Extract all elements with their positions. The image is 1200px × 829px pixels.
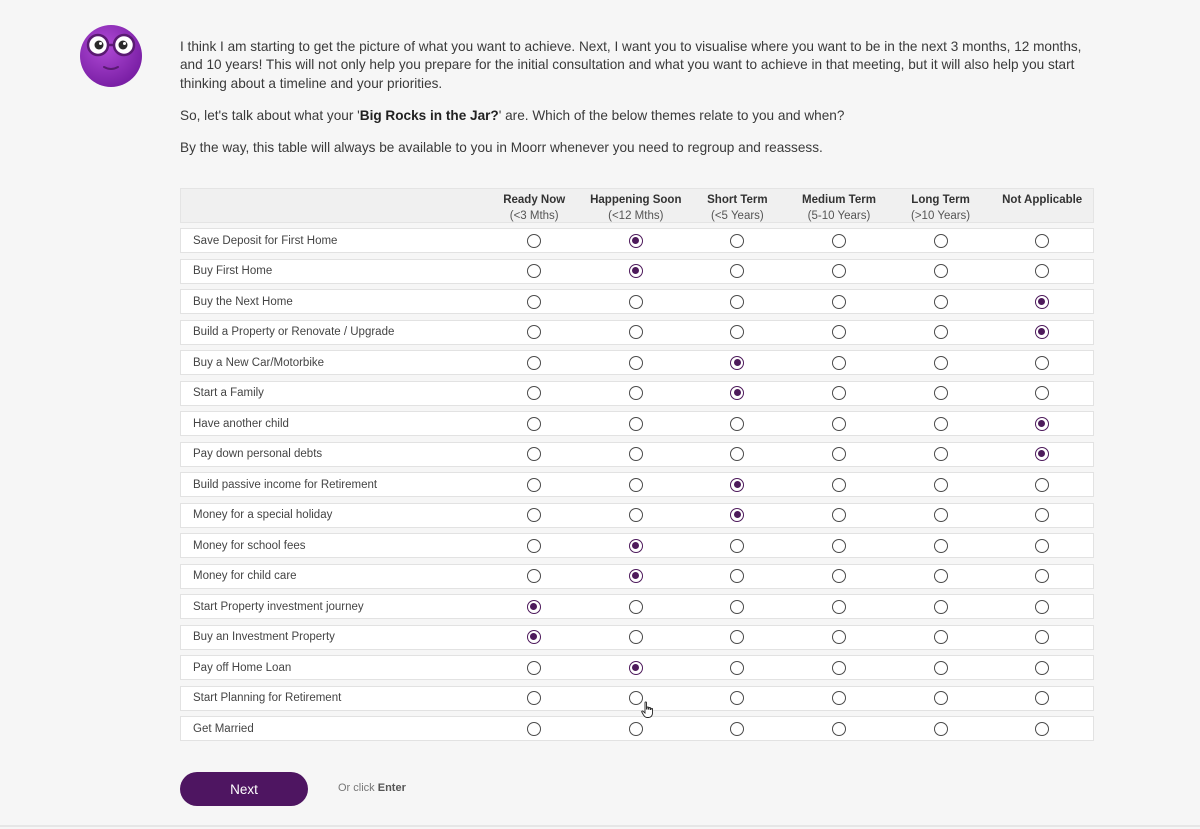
row-cell — [585, 351, 687, 374]
timeline-radio[interactable] — [934, 325, 948, 339]
table-header — [180, 188, 1094, 223]
timeline-radio[interactable] — [832, 478, 846, 492]
column-subtitle: (<12 Mths) — [608, 210, 664, 222]
timeline-radio[interactable] — [527, 569, 541, 583]
table-row — [180, 289, 1094, 314]
timeline-radio[interactable] — [629, 234, 643, 248]
row-cell — [890, 687, 992, 710]
row-cell — [585, 626, 687, 649]
row-cell — [585, 504, 687, 527]
row-cell — [788, 504, 890, 527]
row-cell — [687, 443, 789, 466]
table-row — [180, 442, 1094, 467]
column-subtitle: (5-10 Years) — [807, 210, 871, 222]
row-cell — [585, 473, 687, 496]
timeline-radio[interactable] — [730, 447, 744, 461]
column-header — [687, 189, 789, 222]
row-label: Start Planning for Retirement — [193, 692, 342, 704]
row-cell — [687, 626, 789, 649]
timeline-radio[interactable] — [934, 539, 948, 553]
table-row — [180, 564, 1094, 589]
timeline-radio[interactable] — [629, 264, 643, 278]
timeline-radio[interactable] — [629, 325, 643, 339]
row-cell — [687, 717, 789, 740]
column-title: Long Term — [911, 194, 970, 206]
row-cell — [687, 412, 789, 435]
row-cell — [890, 229, 992, 252]
column-header — [991, 189, 1093, 222]
timeline-radio[interactable] — [527, 722, 541, 736]
row-cell — [890, 412, 992, 435]
row-cell — [788, 656, 890, 679]
row-cell — [585, 260, 687, 283]
timeline-radio[interactable] — [730, 264, 744, 278]
row-cell — [585, 321, 687, 344]
row-cell — [991, 565, 1093, 588]
row-cell — [991, 290, 1093, 313]
row-cell — [890, 260, 992, 283]
row-cell — [483, 290, 585, 313]
row-cell — [483, 351, 585, 374]
table-row — [180, 381, 1094, 406]
table-body — [180, 228, 1094, 741]
row-cell — [687, 260, 789, 283]
timeline-radio[interactable] — [934, 600, 948, 614]
row-label: Money for child care — [193, 570, 297, 582]
row-cell — [788, 412, 890, 435]
row-cell — [483, 382, 585, 405]
timeline-radio[interactable] — [1035, 691, 1049, 705]
row-cell — [687, 382, 789, 405]
row-label: Pay off Home Loan — [193, 661, 292, 674]
timeline-radio[interactable] — [527, 661, 541, 675]
column-subtitle: (<5 Years) — [711, 210, 764, 222]
hint-prefix: Or click — [338, 782, 375, 794]
row-cell — [788, 595, 890, 618]
timeline-radio[interactable] — [934, 661, 948, 675]
row-cell — [585, 717, 687, 740]
intro-p2-after: ' are. Which of the below themes relate to you and when? — [498, 107, 845, 123]
timeline-radio[interactable] — [1035, 447, 1049, 461]
timeline-radio[interactable] — [934, 508, 948, 522]
row-cell — [890, 290, 992, 313]
row-cell — [585, 229, 687, 252]
timeline-radio[interactable] — [730, 234, 744, 248]
row-cell — [788, 565, 890, 588]
timeline-radio[interactable] — [730, 691, 744, 705]
row-cell — [991, 595, 1093, 618]
row-cell — [788, 229, 890, 252]
row-cell — [890, 382, 992, 405]
timeline-radio[interactable] — [934, 417, 948, 431]
timeline-radio[interactable] — [1035, 234, 1049, 248]
row-cell — [687, 595, 789, 618]
timeline-radio[interactable] — [832, 661, 846, 675]
row-cell — [483, 443, 585, 466]
column-title: Ready Now — [503, 194, 566, 206]
timeline-radio[interactable] — [934, 630, 948, 644]
row-cell — [890, 473, 992, 496]
table-row — [180, 655, 1094, 680]
timeline-radio[interactable] — [1035, 386, 1049, 400]
hint-key: Enter — [377, 782, 406, 794]
row-label: Build passive income for Retirement — [193, 478, 378, 491]
table-row — [180, 625, 1094, 650]
row-label: Save Deposit for First Home — [193, 234, 338, 247]
row-cell — [585, 534, 687, 557]
timeline-radio[interactable] — [629, 478, 643, 492]
intro-p2-before: So, let's talk about what your ' — [180, 107, 360, 123]
row-cell — [483, 717, 585, 740]
timeline-radio[interactable] — [629, 417, 643, 431]
row-cell — [585, 687, 687, 710]
row-cell — [687, 473, 789, 496]
timeline-radio[interactable] — [1035, 508, 1049, 522]
row-cell — [788, 351, 890, 374]
row-cell — [991, 382, 1093, 405]
row-cell — [788, 717, 890, 740]
row-cell — [585, 382, 687, 405]
column-subtitle: (<3 Mths) — [509, 210, 559, 222]
timeline-radio[interactable] — [934, 295, 948, 309]
timeline-radio[interactable] — [730, 478, 744, 492]
row-cell — [687, 229, 789, 252]
timeline-radio[interactable] — [1035, 722, 1049, 736]
row-cell — [687, 534, 789, 557]
intro-text — [180, 38, 1105, 171]
table-row — [180, 228, 1094, 253]
column-title: Happening Soon — [590, 194, 682, 206]
row-cell — [890, 321, 992, 344]
row-cell — [890, 351, 992, 374]
row-label: Buy an Investment Property — [193, 631, 335, 643]
row-cell — [687, 504, 789, 527]
row-cell — [585, 443, 687, 466]
row-cell — [483, 656, 585, 679]
row-cell — [483, 687, 585, 710]
row-cell — [687, 687, 789, 710]
row-cell — [991, 351, 1093, 374]
row-cell — [687, 321, 789, 344]
row-cell — [991, 626, 1093, 649]
table-row — [180, 320, 1094, 345]
timeline-radio[interactable] — [527, 264, 541, 278]
row-cell — [991, 321, 1093, 344]
timeline-radio[interactable] — [527, 630, 541, 644]
row-cell — [483, 473, 585, 496]
timeline-radio[interactable] — [934, 691, 948, 705]
row-label: Build a Property or Renovate / Upgrade — [193, 326, 395, 338]
timeline-radio[interactable] — [527, 600, 541, 614]
row-label: Get Married — [193, 722, 254, 735]
table-row — [180, 411, 1094, 436]
timeline-radio[interactable] — [730, 325, 744, 339]
row-cell — [890, 534, 992, 557]
row-cell — [788, 290, 890, 313]
timeline-radio[interactable] — [730, 508, 744, 522]
timeline-radio[interactable] — [934, 722, 948, 736]
timeline-radio[interactable] — [629, 722, 643, 736]
timeline-radio[interactable] — [1035, 569, 1049, 583]
timeline-radio[interactable] — [1035, 264, 1049, 278]
row-cell — [991, 229, 1093, 252]
row-cell — [788, 321, 890, 344]
row-cell — [890, 565, 992, 588]
timeline-radio[interactable] — [629, 661, 643, 675]
row-cell — [687, 290, 789, 313]
timeline-radio[interactable] — [934, 478, 948, 492]
timeline-radio[interactable] — [730, 600, 744, 614]
timeline-radio[interactable] — [629, 600, 643, 614]
row-cell — [788, 473, 890, 496]
row-cell — [991, 534, 1093, 557]
timeline-radio[interactable] — [1035, 600, 1049, 614]
table-row — [180, 472, 1094, 497]
row-cell — [687, 656, 789, 679]
timeline-radio[interactable] — [527, 417, 541, 431]
timeline-radio[interactable] — [1035, 661, 1049, 675]
row-cell — [991, 473, 1093, 496]
row-cell — [991, 687, 1093, 710]
table-row — [180, 716, 1094, 741]
bottom-divider — [0, 825, 1200, 827]
next-button[interactable]: Next — [180, 772, 308, 806]
column-header — [890, 189, 992, 222]
timeline-radio[interactable] — [832, 600, 846, 614]
timeline-radio[interactable] — [832, 234, 846, 248]
row-cell — [788, 687, 890, 710]
timeline-radio[interactable] — [832, 722, 846, 736]
row-cell — [483, 534, 585, 557]
row-label: Buy the Next Home — [193, 295, 293, 308]
timeline-radio[interactable] — [527, 234, 541, 248]
timeline-radio[interactable] — [1035, 356, 1049, 370]
row-cell — [788, 382, 890, 405]
row-cell — [687, 565, 789, 588]
row-cell — [585, 290, 687, 313]
timeline-radio[interactable] — [527, 508, 541, 522]
timeline-radio[interactable] — [527, 356, 541, 370]
column-header — [788, 189, 890, 222]
column-title: Medium Term — [802, 194, 876, 206]
row-cell — [890, 443, 992, 466]
row-cell — [483, 626, 585, 649]
timeline-radio[interactable] — [1035, 295, 1049, 309]
row-label: Start a Family — [193, 387, 264, 399]
themes-table — [180, 188, 1094, 741]
row-cell — [483, 412, 585, 435]
intro-paragraph-2 — [180, 107, 1105, 125]
row-cell — [890, 504, 992, 527]
timeline-radio[interactable] — [934, 356, 948, 370]
row-cell — [788, 260, 890, 283]
timeline-radio[interactable] — [1035, 325, 1049, 339]
column-title: Not Applicable — [1002, 194, 1083, 206]
row-cell — [483, 229, 585, 252]
timeline-radio[interactable] — [629, 295, 643, 309]
intro-paragraph-1: I think I am starting to get the picture of what you want to achieve. Next, I want you to visualise where you want to be in the next 3 months, 12 months, and 10 years! This will not only help you prepare for the initial consultation and what you want to achieve in that meeting, but it will also help you start thinking about a timeline and your priorities. — [180, 39, 1082, 91]
table-row — [180, 503, 1094, 528]
timeline-radio[interactable] — [730, 569, 744, 583]
table-row — [180, 686, 1094, 711]
row-label: Start Property investment journey — [193, 600, 364, 613]
timeline-radio[interactable] — [832, 417, 846, 431]
timeline-radio[interactable] — [1035, 417, 1049, 431]
timeline-radio[interactable] — [527, 478, 541, 492]
timeline-radio[interactable] — [527, 295, 541, 309]
row-cell — [890, 717, 992, 740]
table-row — [180, 533, 1094, 558]
timeline-radio[interactable] — [1035, 539, 1049, 553]
enter-hint — [338, 782, 406, 794]
row-cell — [788, 443, 890, 466]
timeline-radio[interactable] — [629, 539, 643, 553]
row-label: Buy First Home — [193, 265, 273, 277]
timeline-radio[interactable] — [730, 539, 744, 553]
timeline-radio[interactable] — [730, 661, 744, 675]
timeline-radio[interactable] — [1035, 630, 1049, 644]
row-cell — [483, 504, 585, 527]
timeline-radio[interactable] — [629, 447, 643, 461]
timeline-radio[interactable] — [1035, 478, 1049, 492]
row-cell — [788, 626, 890, 649]
timeline-radio[interactable] — [832, 691, 846, 705]
row-cell — [991, 443, 1093, 466]
row-cell — [991, 656, 1093, 679]
row-cell — [483, 565, 585, 588]
row-label: Pay down personal debts — [193, 448, 323, 460]
timeline-radio[interactable] — [934, 264, 948, 278]
row-cell — [991, 504, 1093, 527]
row-cell — [585, 565, 687, 588]
timeline-radio[interactable] — [629, 386, 643, 400]
timeline-radio[interactable] — [832, 447, 846, 461]
timeline-radio[interactable] — [527, 447, 541, 461]
row-cell — [991, 717, 1093, 740]
table-row — [180, 350, 1094, 375]
timeline-radio[interactable] — [730, 356, 744, 370]
row-cell — [483, 260, 585, 283]
timeline-radio[interactable] — [629, 508, 643, 522]
table-row — [180, 259, 1094, 284]
row-cell — [890, 656, 992, 679]
row-cell — [991, 260, 1093, 283]
row-cell — [687, 351, 789, 374]
row-cell — [890, 595, 992, 618]
row-label: Have another child — [193, 417, 289, 430]
row-cell — [991, 412, 1093, 435]
timeline-radio[interactable] — [832, 386, 846, 400]
row-label: Buy a New Car/Motorbike — [193, 356, 325, 369]
table-header-label-col — [181, 189, 483, 222]
timeline-radio[interactable] — [832, 630, 846, 644]
hand-pointer-icon — [641, 701, 655, 719]
timeline-radio[interactable] — [934, 447, 948, 461]
timeline-radio[interactable] — [832, 325, 846, 339]
row-cell — [585, 595, 687, 618]
timeline-radio[interactable] — [730, 295, 744, 309]
row-cell — [890, 626, 992, 649]
timeline-radio[interactable] — [730, 417, 744, 431]
timeline-radio[interactable] — [934, 234, 948, 248]
timeline-radio[interactable] — [832, 539, 846, 553]
timeline-radio[interactable] — [832, 569, 846, 583]
intro-p2-bold: Big Rocks in the Jar? — [359, 107, 499, 123]
timeline-radio[interactable] — [629, 569, 643, 583]
timeline-radio[interactable] — [730, 630, 744, 644]
timeline-radio[interactable] — [629, 356, 643, 370]
intro-paragraph-3: By the way, this table will always be available to you in Moorr whenever you need to regroup and reassess. — [180, 140, 823, 156]
timeline-radio[interactable] — [527, 386, 541, 400]
column-title: Short Term — [707, 194, 768, 206]
row-cell — [585, 412, 687, 435]
timeline-radio[interactable] — [527, 691, 541, 705]
table-row — [180, 594, 1094, 619]
row-cell — [585, 656, 687, 679]
timeline-radio[interactable] — [527, 539, 541, 553]
timeline-radio[interactable] — [629, 630, 643, 644]
timeline-radio[interactable] — [934, 386, 948, 400]
column-header — [483, 189, 585, 222]
row-cell — [788, 534, 890, 557]
timeline-radio[interactable] — [934, 569, 948, 583]
timeline-radio[interactable] — [832, 295, 846, 309]
owl-avatar-icon — [78, 22, 144, 88]
timeline-radio[interactable] — [527, 325, 541, 339]
timeline-radio[interactable] — [730, 722, 744, 736]
row-cell — [483, 321, 585, 344]
column-header — [585, 189, 687, 222]
column-subtitle: (>10 Years) — [911, 210, 971, 222]
row-cell — [483, 595, 585, 618]
timeline-radio[interactable] — [832, 264, 846, 278]
row-label: Money for a special holiday — [193, 509, 333, 521]
timeline-radio[interactable] — [832, 508, 846, 522]
timeline-radio[interactable] — [832, 356, 846, 370]
timeline-radio[interactable] — [730, 386, 744, 400]
row-label: Money for school fees — [193, 539, 306, 552]
